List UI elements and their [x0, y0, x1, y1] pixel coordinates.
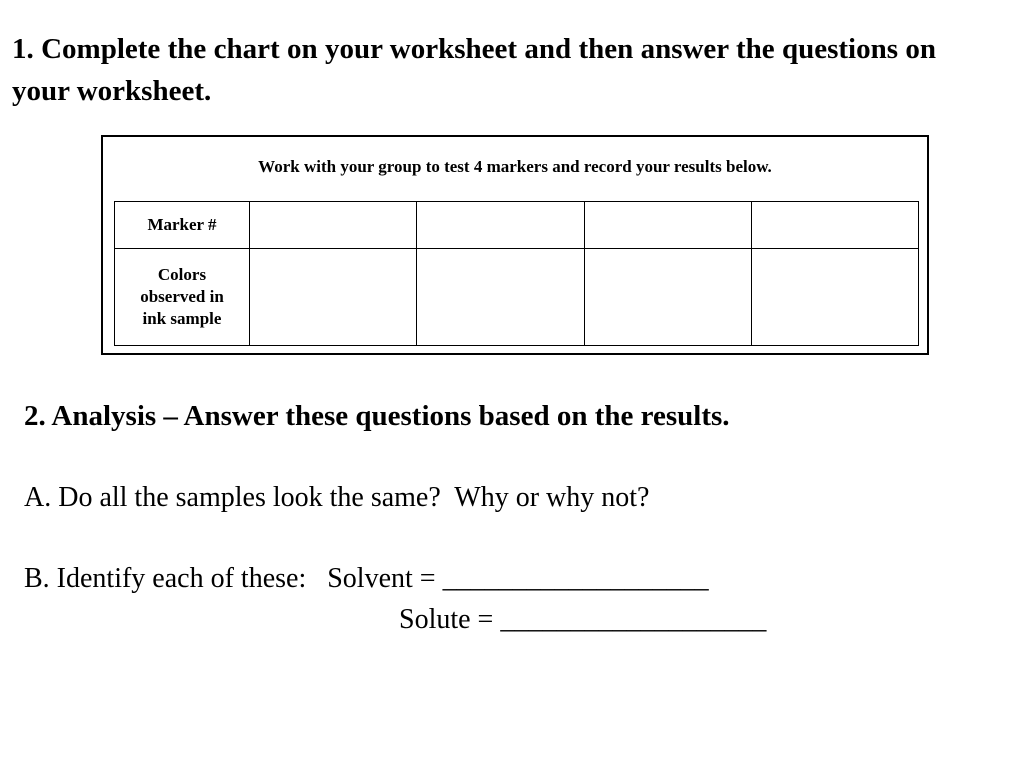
table-row-colors — [115, 249, 919, 346]
table-row-marker — [115, 202, 919, 249]
results-table — [114, 201, 919, 346]
colors-cell-1 — [250, 249, 417, 346]
question-b-solute: Solute = ___________________ — [399, 604, 767, 635]
question-b-solvent: B. Identify each of these: Solvent = ___________________ — [24, 563, 709, 594]
colors-header-line-2: observed in — [140, 287, 224, 306]
instruction-text: 1. Complete the chart on your worksheet and then answer the questions on your worksheet. — [12, 33, 936, 107]
colors-cell-2 — [417, 249, 584, 346]
colors-header-line-3: ink sample — [142, 309, 222, 328]
colors-header-line-1: Colors — [157, 265, 207, 284]
analysis-heading: 2. Analysis – Answer these questions based on the results. — [24, 400, 730, 432]
colors-cell-3 — [584, 249, 751, 346]
worksheet-chart — [101, 135, 929, 355]
marker-cell-2 — [417, 202, 584, 249]
chart-caption: Work with your group to test 4 markers and record your results below. — [258, 157, 772, 176]
colors-header-cell — [115, 249, 250, 346]
colors-cell-4 — [751, 249, 918, 346]
marker-cell-1 — [250, 202, 417, 249]
marker-cell-3 — [584, 202, 751, 249]
marker-cell-4 — [751, 202, 918, 249]
question-a: A. Do all the samples look the same? Why or why not? — [24, 482, 650, 513]
marker-header-cell: Marker # — [115, 202, 250, 249]
